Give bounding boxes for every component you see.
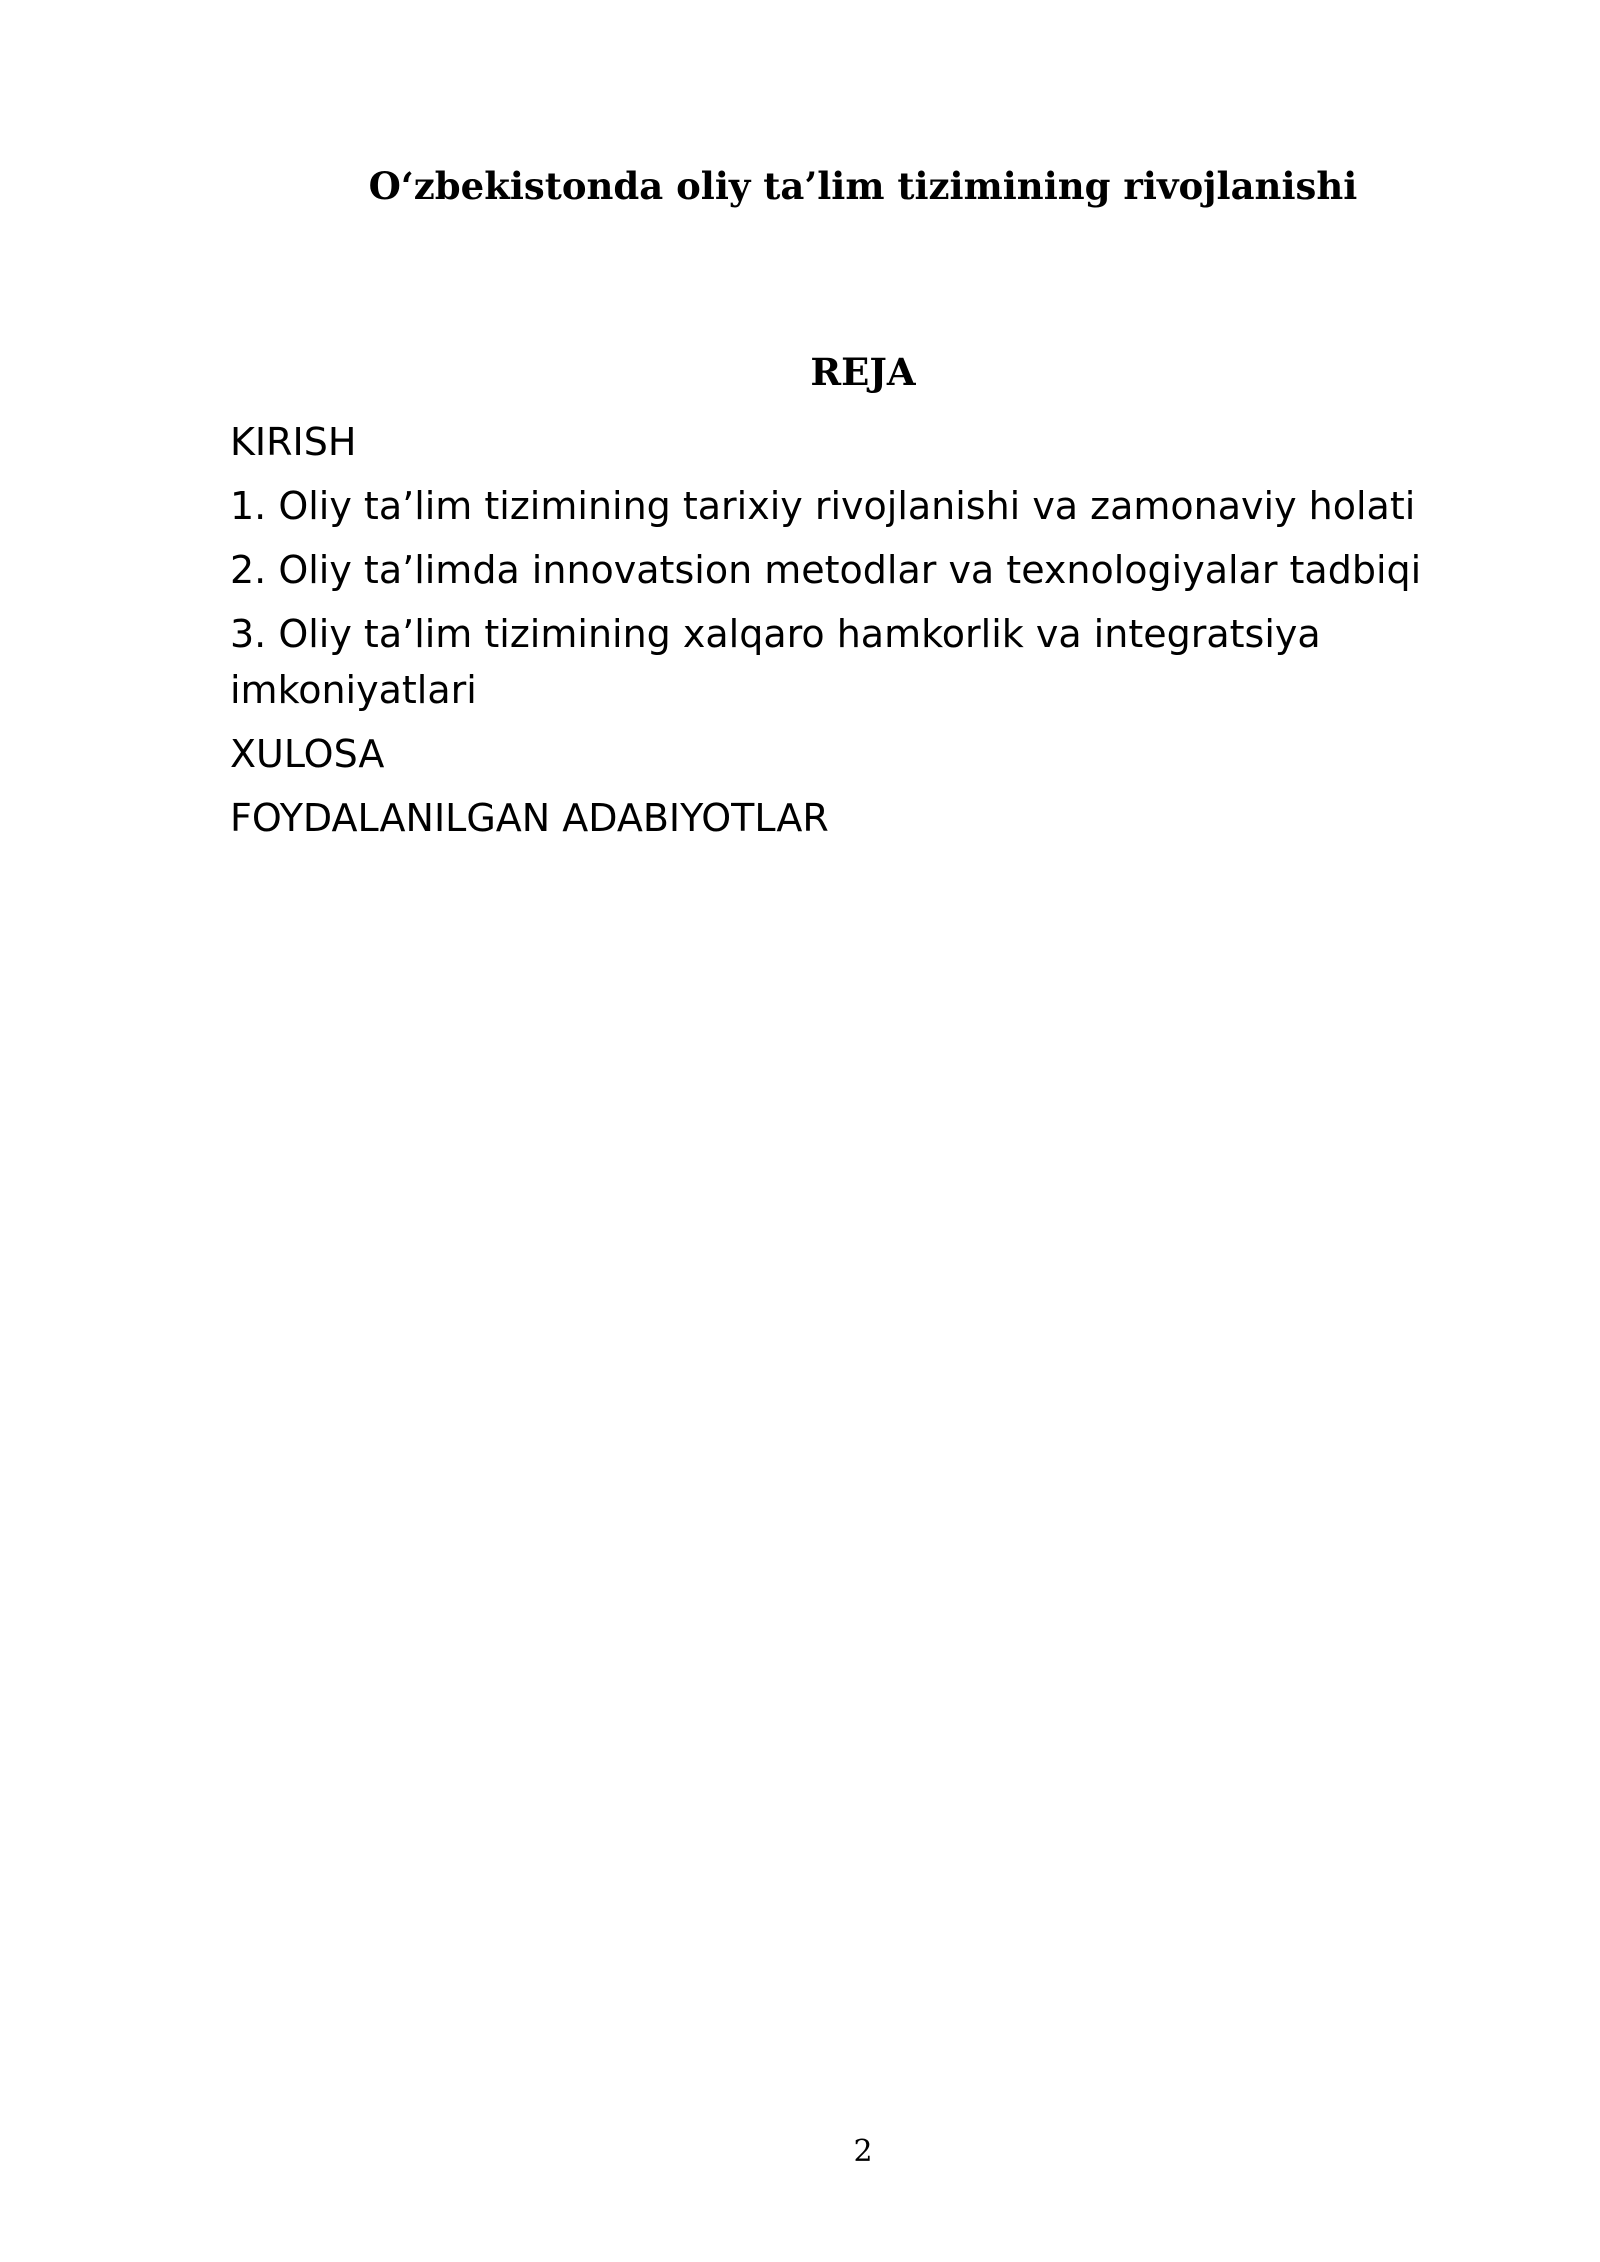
plan-item-references: FOYDALANILGAN ADABIYOTLAR xyxy=(230,796,829,840)
plan-item-3: 3. Oliy ta’lim tizimining xalqaro hamkorlik va integratsiya imkoniyatlari xyxy=(230,612,1321,712)
plan-heading: REJA xyxy=(810,350,916,394)
document-title: O‘zbekistonda oliy ta’lim tizimining rivojlanishi xyxy=(368,164,1358,208)
plan-item-2: 2. Oliy ta’limda innovatsion metodlar va texnologiyalar tadbiqi xyxy=(230,548,1422,592)
plan-item-conclusion: XULOSA xyxy=(230,732,385,776)
plan-item-1: 1. Oliy ta’lim tizimining tarixiy rivojlanishi va zamonaviy holati xyxy=(230,484,1416,528)
page-number: 2 xyxy=(853,2134,873,2169)
plan-item-introduction: KIRISH xyxy=(230,420,357,464)
plan-list xyxy=(230,414,1500,854)
